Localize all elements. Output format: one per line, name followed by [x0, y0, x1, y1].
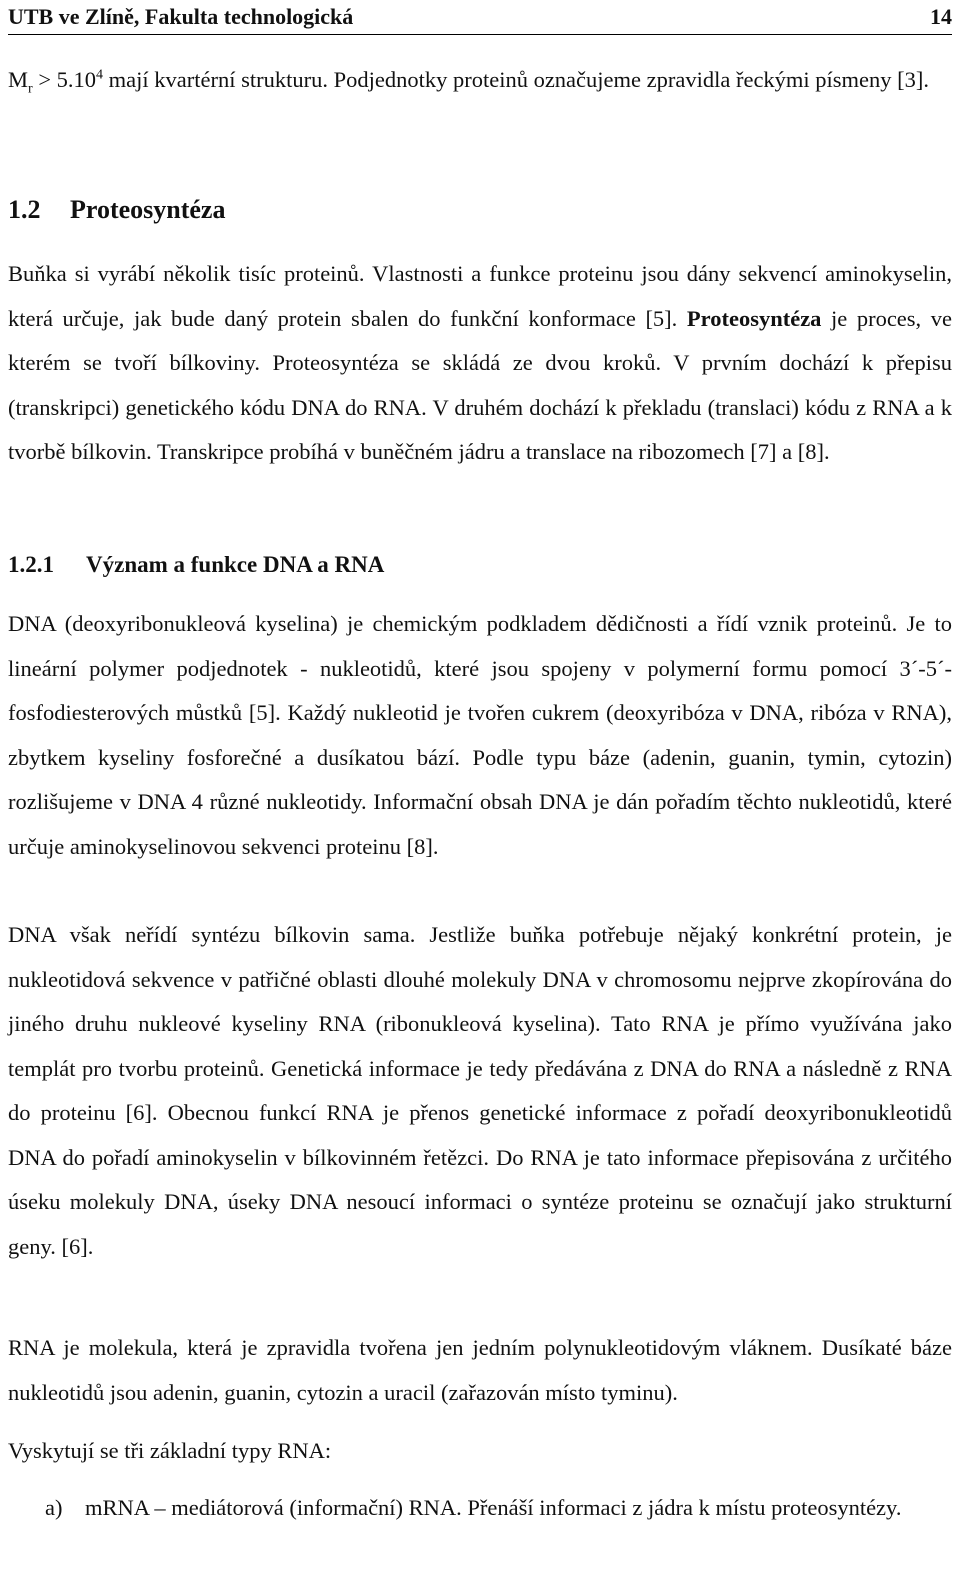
list-item — [45, 1486, 952, 1531]
list-item-text: mRNA – mediátorová (informační) RNA. Přenáší informaci z jádra k místu proteosyntézy. — [85, 1495, 902, 1520]
page-header — [8, 0, 952, 35]
bold-term: Proteosyntéza — [686, 305, 822, 331]
section-number: 1.2 — [8, 195, 41, 224]
intro-paragraph: $M_r > 5.10^4$ mají kvartérní strukturu. Podjednotky proteinů označujeme zpravidla řeckými písmeny [3]. — [8, 67, 930, 97]
page-number: 14 — [930, 4, 952, 29]
paragraph-dna-synthesis: DNA však neřídí syntézu bílkovin sama. Jestliže buňka potřebuje nějaký konkrétní protein, je nukleotidová sekvence v patřičné oblasti dlouhé molekuly DNA v chromosomu nejprve zkopírována do jiného druhu nukleové kyseliny RNA (ribonukleová kyselina). Tato RNA je přímo využívána jako templát pro tvorbu proteinů. Genetická informace je tedy předávána z DNA do RNA a následně z RNA do proteinu [6]. Obecnou funkcí RNA je přenos genetické informace z pořadí deoxyribonukleotidů DNA do pořadí aminokyselin v bílkovinném řetězci. Do RNA je tato informace přepisována z určitého úseku molekuly DNA, úseky DNA nesoucí informaci o syntéze proteinu se označují jako strukturní geny. [6]. — [8, 922, 952, 1259]
list-marker: a) — [45, 1495, 63, 1520]
molar-mass-symbol: M — [8, 67, 29, 92]
paragraph-dna: DNA (deoxyribonukleová kyselina) je chemickým podkladem dědičnosti a řídí vznik proteinů. Je to lineární polymer podjednotek - nukleotidů, které jsou spojeny v polymerní formu pomocí 3´-5´-fosfodiesterových můstků [5]. Každý nukleotid je tvořen cukrem (deoxyribóza v DNA, ribóza v RNA), zbytkem kyseliny fosforečné a dusíkatou bází. Podle typu báze (adenin, guanin, tymin, cytozin) rozlišujeme v DNA 4 různé nukleotidy. Informační obsah DNA je dán pořadím těchto nukleotidů, které určuje aminokyselinovou sekvenci proteinu [8]. — [8, 611, 952, 859]
subsection-title: Význam a funkce DNA a RNA — [86, 552, 385, 577]
molar-mass-subscript: r — [28, 81, 33, 97]
section-title: Proteosyntéza — [70, 195, 226, 224]
paragraph-rna-types: Vyskytují se tři základní typy RNA: — [8, 1438, 332, 1463]
section-heading — [8, 195, 225, 225]
subsection-number: 1.2.1 — [8, 552, 54, 577]
paragraph-proteosynteza: Buňka si vyrábí několik tisíc proteinů. Vlastnosti a funkce proteinu jsou dány sekvencí aminokyselin, která určuje, jak bude daný protein sbalen do funkční konformace [5]. Proteosyntéza je proces, ve kterém se tvoří bílkoviny. Proteosyntéza se skládá ze dvou kroků. V prvním dochází k přepisu (transkripci) genetického kódu DNA do RNA. V druhém dochází k překladu (translaci) kódu z RNA a k tvorbě bílkovin. Transkripce probíhá v buněčném jádru a translace na ribozomech [7] a [8]. — [8, 261, 952, 464]
header-title: UTB ve Zlíně, Fakulta technologická — [8, 4, 354, 29]
exponent: 4 — [96, 67, 104, 83]
paragraph-rna: RNA je molekula, která je zpravidla tvořena jen jedním polynukleotidovým vláknem. Dusíkaté báze nukleotidů jsou adenin, guanin, cytozin a uracil (zařazován místo tyminu). — [8, 1335, 952, 1405]
subsection-heading — [8, 552, 384, 578]
